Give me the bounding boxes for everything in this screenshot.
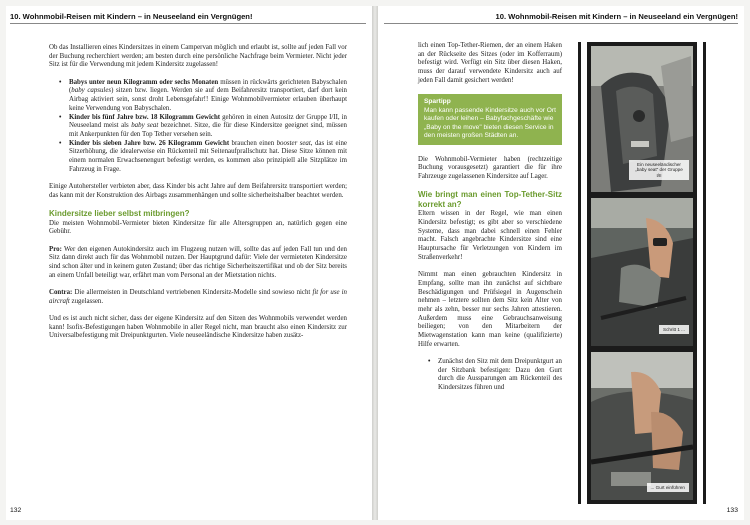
section-heading: Wie bringt man einen Top-Tether-Sitz korrekt an?: [418, 190, 562, 209]
pro-paragraph: Pro: Wer den eigenen Autokindersitz auch im Flugzeug nutzen will, sollte das auf jeden Fall tun und den Sitz dann direkt auch für das Wohnmobil nutzen. Der Hauptgrund dafür: Viele der vermieteten Kindersitze sind schon älter und in keinem guten Zustand; über das richtige Sicherheitszertifikat und ob der Sitz bereits an einem Unfall beteiligt war, erfährt man vom Personal an der Mietstation nichts.: [49, 245, 347, 279]
header-rule: [10, 23, 366, 24]
paragraph: Eltern wissen in der Regel, wie man einen Kindersitz befestigt; es gibt aber so verschiedene Systeme, dass man dabei schnell einen Fehler macht. Falsch angebrachte Kindersitze sind eine Hauptursache für Verletzungen von Kindern im Straßenverkehr!: [418, 210, 562, 261]
steps-list: [428, 358, 562, 393]
photo-film-strip: [578, 42, 706, 504]
savings-tip-box: [418, 94, 562, 145]
photo-step-1: [591, 198, 693, 346]
age-group-list: [59, 79, 347, 175]
list-item: • Babys unter neun Kilogramm oder sechs Monaten müssen in rückwärts gerichteten Babyschalen (baby capsules) sitzen bzw. liegen. Werden sie auf dem Beifahrersitz transportiert, darf dort kein Airbag aktiviert sein, sonst droht Lebensgefahr!! Einige Wohnmobilvermieter erlauben überhaupt keine Verwendung von Babyschalen.: [59, 79, 347, 114]
running-header-right: 10. Wohnmobil-Reisen mit Kindern – in Neuseeland ein Vergnügen!: [495, 12, 738, 21]
contra-paragraph: Contra: Die allermeisten in Deutschland vertriebenen Kindersitz-Modelle sind sowieso nicht fit for use in aircraft zugelassen.: [49, 288, 348, 305]
photo-insert-belt: [591, 352, 693, 500]
page-number-right: 133: [726, 507, 738, 514]
paragraph: Ob das Installieren eines Kindersitzes in einem Campervan möglich und erlaubt ist, sollte auf jeden Fall vor der Buchung recherchiert werden; am besten durch eine persönliche Nachfrage beim Vermieter. Nicht jeder Sitz ist für die Verwendung mit jedem Kindersitz zugelassen!: [49, 44, 347, 69]
left-text-column: [49, 44, 347, 350]
right-page: [378, 6, 744, 520]
tip-title: Spartipp: [424, 98, 451, 106]
header-rule: [384, 23, 738, 24]
paragraph: Nimmt man einen gebrauchten Kindersitz in Empfang, sollte man ihn zunächst auf sichtbare Beschädigungen und Prüfsiegel in Augenschein nehmen – letztere sollten dem Sitz kein Alter von mehr als zehn, besser nur sechs Jahren attestieren. Außerdem muss eine Gebrauchsanweisung beiliegen; von den Mitarbeitern der Mietwagenstation kann man keine (qualifizierte) Hilfe erwarten.: [418, 271, 562, 348]
tip-text: Man kann passende Kindersitze auch vor Ort kaufen oder leihen – Babyfachgeschäfte wie „Baby on the move" bieten diesen Service in den meisten großen Städten an.: [424, 106, 556, 140]
left-page: [6, 6, 372, 520]
list-item: • Zunächst den Sitz mit dem Dreipunktgurt an der Sitzbank befestigen: Dazu den Gurt durch die Aussparungen am Rückenteil des Kindersitzes führen und: [428, 358, 562, 393]
running-header-left: 10. Wohnmobil-Reisen mit Kindern – in Neuseeland ein Vergnügen!: [10, 12, 253, 21]
paragraph: Und es ist auch nicht sicher, dass der eigene Kindersitz auf den Sitzen des Wohnmobils verwendet werden kann! Isofix-Befestigungen haben Wohnmobile in aller Regel nicht, man braucht also einen Kindersitz zur Universalbefestigung mit Dreipunktgurten. Viele neuseeländische Kindersitze haben zusätz-: [49, 314, 347, 340]
insert-belt-photo-graphic: [591, 352, 693, 500]
photo-caption: Schritt 1 ...: [659, 325, 689, 334]
list-item: • Kinder bis sieben Jahre bzw. 26 Kilogramm Gewicht brauchen einen booster seat, das ist eine Sitzerhöhung, die idealerweise ein Rückenteil mit Seitenaufprallschutz hat. Diese Sitze können mit einem normalen Erwachsenengurt befestigt werden, es kommen also prinzipiell alle Sitzplätze im Fahrzeug in Frage.: [59, 140, 347, 175]
paragraph: Einige Autohersteller verbieten aber, dass Kinder bis acht Jahre auf dem Beifahrersitz transportiert werden; das kann mit der Konstruktion des Airbags zusammenhängen und sollte sicherheitshalber beachtet werden.: [49, 183, 347, 199]
photo-baby-seat: [591, 46, 693, 192]
right-text-column: [418, 42, 562, 401]
paragraph: Die Wohnmobil-Vermieter haben (rechtzeitige Buchung vorausgesetzt) garantiert die für ihre Fahrzeuge zugelassenen Kindersitze auf Lager.: [418, 155, 562, 181]
paragraph: Die meisten Wohnmobil-Vermieter bieten Kindersitze für alle Altersgruppen an, natürlich gegen eine Gebühr.: [49, 219, 347, 236]
photo-caption: Ein neuseeländischer „baby seat" der Gruppe I/II: [629, 160, 689, 180]
paragraph: lich einen Top-Tether-Riemen, der an einem Haken an der Rückseite des Sitzes (oder im Kofferraum) befestigt wird. Verfügt ein Sitz über diesen Haken, muss der darauf verwendete Kindersitz auch auf jeden Fall damit gesichert werden!: [418, 42, 562, 84]
list-item: • Kinder bis fünf Jahre bzw. 18 Kilogramm Gewicht gehören in einen Autositz der Gruppe I/II, in Neuseeland meist als baby seat bezeichnet. Sitze, die für diese Kindersitze geeignet sind, müssen mit Ankerpunkten für den Top Tether versehen sein.: [59, 114, 347, 140]
section-heading: Kindersitze lieber selbst mitbringen?: [49, 209, 190, 219]
page-number-left: 132: [10, 507, 22, 514]
photo-caption: ... Gurt einführen: [647, 483, 689, 492]
